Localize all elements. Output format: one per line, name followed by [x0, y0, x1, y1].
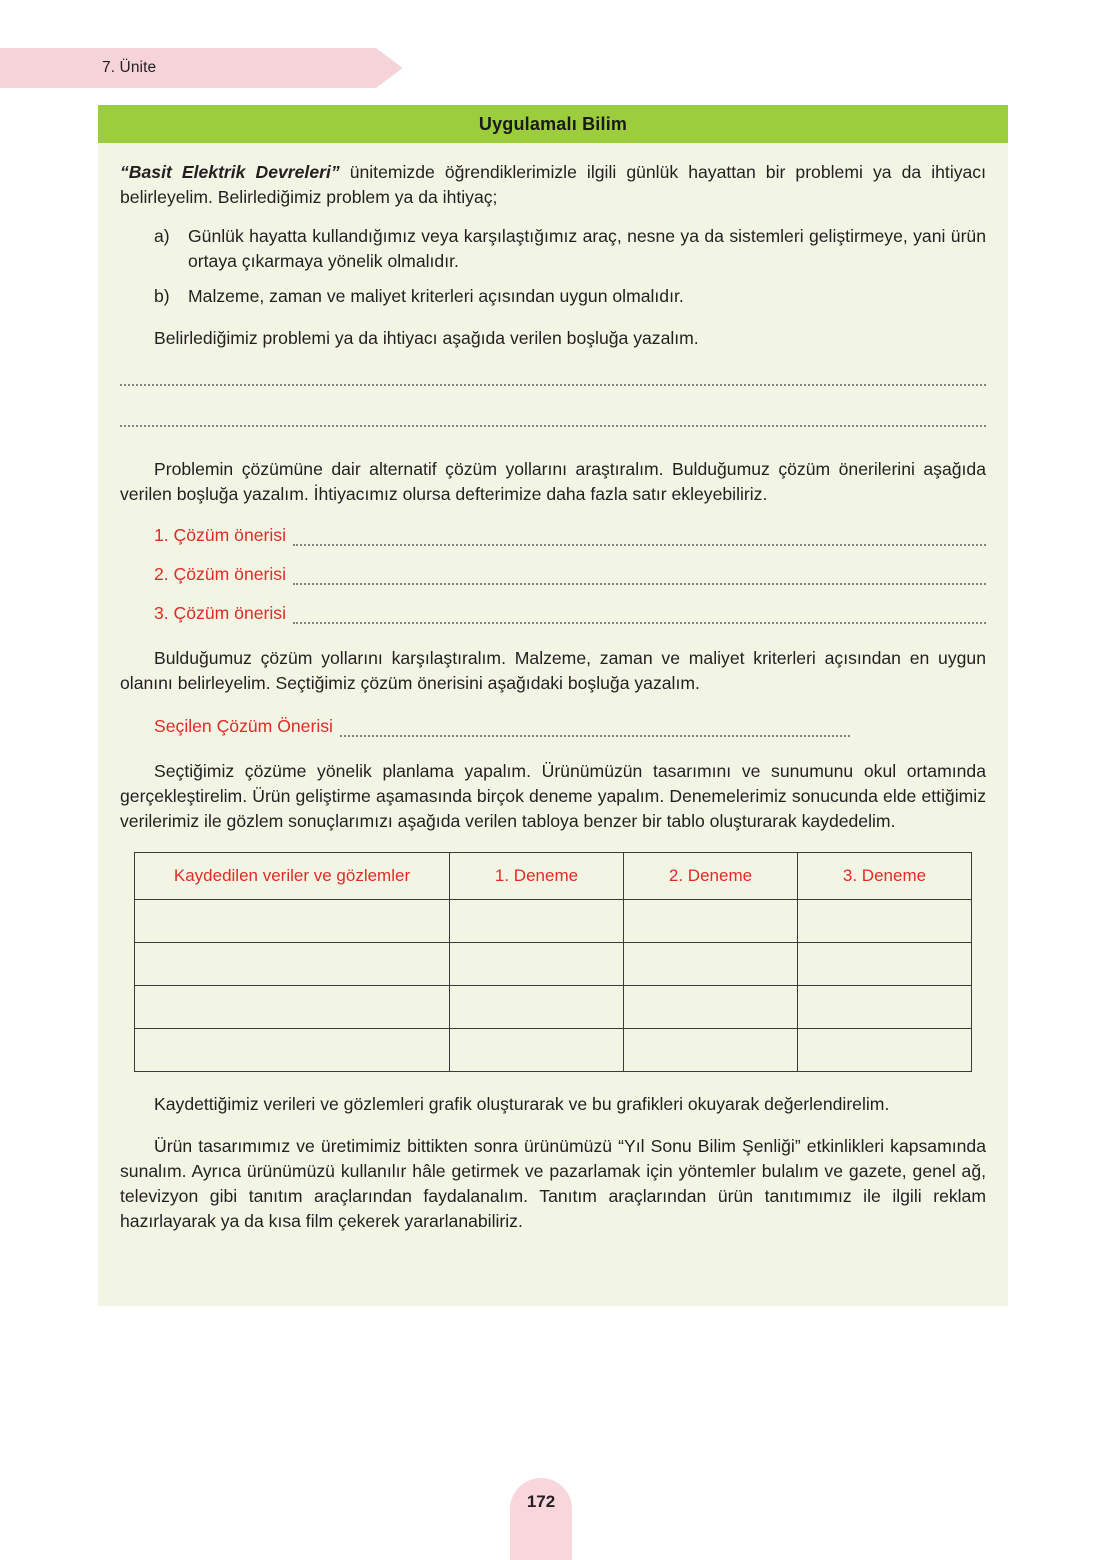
table-cell[interactable]: [450, 1029, 624, 1072]
table-cell[interactable]: [798, 943, 972, 986]
table-row: [135, 986, 972, 1029]
table-header-records: Kaydedilen veriler ve gözlemler: [135, 853, 450, 900]
table-cell[interactable]: [798, 986, 972, 1029]
table-cell[interactable]: [450, 943, 624, 986]
table-cell[interactable]: [135, 1029, 450, 1072]
unit-name-emphasis: “Basit Elektrik Devreleri”: [120, 162, 340, 182]
content-panel: [98, 105, 1008, 1306]
panel-header: [98, 105, 1008, 143]
table-cell[interactable]: [450, 986, 624, 1029]
table-row: [135, 900, 972, 943]
table-row: [135, 943, 972, 986]
solution-line-2[interactable]: [154, 564, 986, 585]
problem-write-line-2[interactable]: [120, 422, 986, 427]
unit-banner-label: 7. Ünite: [102, 59, 157, 76]
table-cell[interactable]: [624, 943, 798, 986]
promotion-paragraph: Ürün tasarımımız ve üretimimiz bittikten sonra ürünümüzü “Yıl Sonu Bilim Şenliği” etkinlikleri kapsamında sunalım. Ayrıca ürünümüzü kullanılır hâle getirmek ve pazarlamak için yöntemler bulalım ve gazete, genel ağ, televizyon gibi tanıtım araçlarından faydalanalım. Tanıtım araçlarından ürün tanıtımımız ile ilgili reklam hazırlayarak ya da kısa film çekerek yararlanabiliriz.: [120, 1136, 986, 1231]
graph-paragraph: Kaydettiğimiz verileri ve gözlemleri grafik oluşturarak ve bu grafikleri okuyarak değerlendirelim.: [154, 1094, 890, 1115]
observation-table: [134, 852, 972, 1072]
table-header-trial-2: 2. Deneme: [624, 853, 798, 900]
banner-chevron-notch-icon: [376, 48, 422, 88]
panel-title: Uygulamalı Bilim: [478, 113, 628, 134]
criteria-text-b: Malzeme, zaman ve maliyet kriterleri açısından uygun olmalıdır.: [188, 285, 684, 306]
table-row: [135, 1029, 972, 1072]
table-cell[interactable]: [450, 900, 624, 943]
solution-line-1[interactable]: [154, 525, 986, 546]
table-cell[interactable]: [135, 943, 450, 986]
criteria-text-a: Günlük hayatta kullandığımız veya karşılaştığımız araç, nesne ya da sistemleri geliştirmeye, yani ürün ortaya çıkarmaya yönelik olmalıdır.: [188, 225, 986, 271]
intro-paragraph: [120, 160, 986, 210]
table-header-row: [135, 853, 972, 900]
alternatives-paragraph: Problemin çözümüne dair alternatif çözüm yollarını araştıralım. Bulduğumuz çözüm önerilerini aşağıda verilen boşluğa yazalım. İhtiyacımız olursa defterimize daha fazla satır ekleyebiliriz.: [120, 458, 986, 504]
table-cell[interactable]: [135, 986, 450, 1029]
solution-dots-1[interactable]: [293, 535, 986, 546]
table-cell[interactable]: [798, 1029, 972, 1072]
solution-label-1: 1. Çözüm önerisi: [154, 524, 287, 545]
solution-label-3: 3. Çözüm önerisi: [154, 602, 287, 623]
intro-paragraph-text: ünitemizde öğrendiklerimizle ilgili günlük hayattan bir problemi ya da ihtiyacı belirleyelim. Belirlediğimiz problem ya da ihtiyaç;: [120, 162, 986, 207]
table-cell[interactable]: [135, 900, 450, 943]
table-cell[interactable]: [624, 900, 798, 943]
write-problem-instruction: Belirlediğimiz problemi ya da ihtiyacı aşağıda verilen boşluğa yazalım.: [154, 327, 699, 348]
solution-label-2: 2. Çözüm önerisi: [154, 563, 287, 584]
table-cell[interactable]: [624, 986, 798, 1029]
unit-banner: [0, 48, 422, 88]
chosen-solution-label: Seçilen Çözüm Önerisi: [154, 716, 333, 737]
planning-paragraph: Seçtiğimiz çözüme yönelik planlama yapalım. Ürünümüzün tasarımını ve sunumunu okul ortamında gerçekleştirelim. Ürün geliştirme aşamasında birçok deneme yapalım. Denemelerimiz sonucunda elde ettiğimiz verilerimiz ile gözlem sonuçlarımızı aşağıda verilen tabloya benzer bir tablo oluşturarak kaydedelim.: [120, 761, 986, 832]
page-number-tab: [510, 1478, 572, 1560]
table-header-trial-1: 1. Deneme: [450, 853, 624, 900]
list-item: [120, 224, 986, 274]
panel-body: [98, 160, 1008, 1234]
table-cell[interactable]: [798, 900, 972, 943]
criteria-marker-a: a): [154, 225, 170, 246]
solution-dots-3[interactable]: [293, 613, 986, 624]
criteria-marker-b: b): [154, 285, 170, 306]
solution-dots-2[interactable]: [293, 574, 986, 585]
solution-line-3[interactable]: [154, 603, 986, 624]
chosen-solution-line[interactable]: [154, 716, 986, 737]
criteria-list: [120, 224, 986, 309]
table-cell[interactable]: [624, 1029, 798, 1072]
chosen-solution-dots[interactable]: [340, 726, 850, 737]
list-item: [120, 284, 986, 309]
compare-paragraph: Bulduğumuz çözüm yollarını karşılaştıralım. Malzeme, zaman ve maliyet kriterleri açısından en uygun olanını belirleyelim. Seçtiğimiz çözüm önerisini aşağıdaki boşluğa yazalım.: [120, 648, 986, 694]
table-header-trial-3: 3. Deneme: [798, 853, 972, 900]
problem-write-line-1[interactable]: [120, 381, 986, 386]
page-number: 172: [526, 1492, 556, 1511]
